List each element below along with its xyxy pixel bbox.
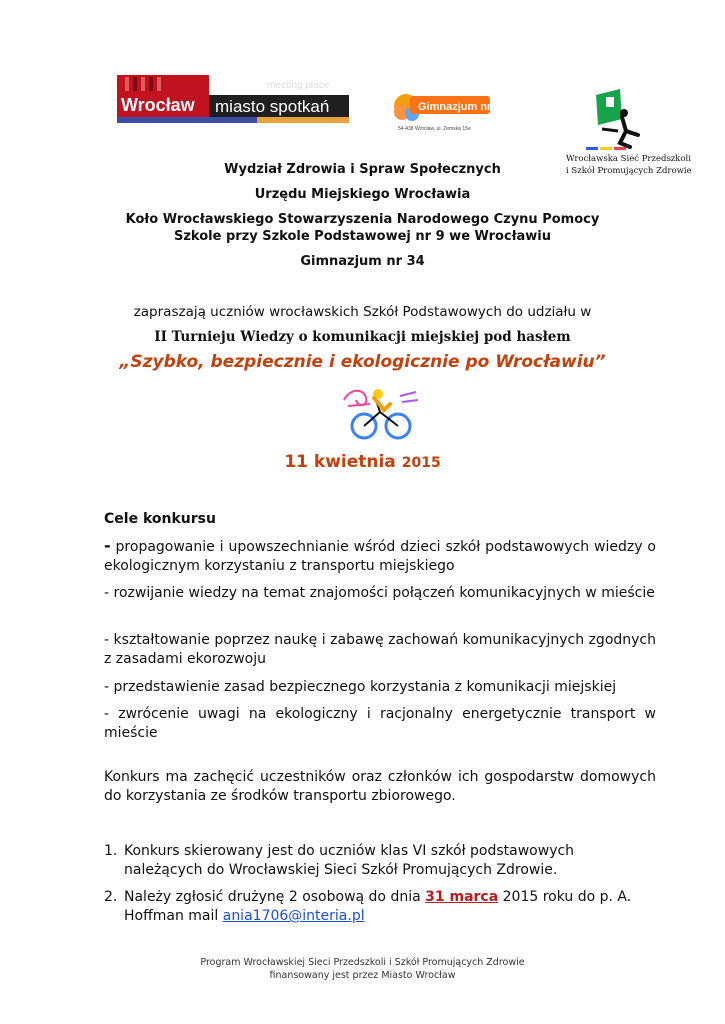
contact-email-link[interactable]: ania1706@interia.pl [222, 908, 365, 924]
goal-item-2-text: - rozwijanie wiedzy na temat znajomości połączeń komunikacyjnych w mieście [104, 585, 655, 601]
goal-item-2 [104, 584, 656, 603]
invite-intro: zapraszają uczniów wrocławskich Szkół Podstawowych do udziału w [133, 304, 592, 320]
registration-deadline: 31 marca [425, 889, 499, 905]
goal-item-3-text: - kształtowanie poprzez naukę i zabawę zachowań komunikacyjnych zgodnych z zasadami ekorozwoju [104, 632, 656, 667]
goals-summary-text: Konkurs ma zachęcić uczestników oraz członków ich gospodarstw domowych do korzystania ze środków transportu zbiorowego. [104, 769, 656, 804]
header-line-5: Gimnazjum nr 34 [300, 254, 425, 269]
goal-item-1-dash: - [104, 536, 111, 555]
rule-2 [124, 888, 656, 926]
health-network-line1: Wrocławska Sieć Przedszkoli [566, 154, 691, 164]
footer-line-1: Program Wrocławskiej Sieci Przedszkoli i Szkół Promujących Zdrowie [200, 957, 525, 968]
goal-item-4-text: - przedstawienie zasad bezpiecznego korzystania z komunikacji miejskiej [104, 679, 617, 695]
footer-line-2: finansowany jest przez Miasto Wrocław [269, 970, 456, 981]
event-name: II Turnieju Wiedzy o komunikacji miejskiej pod hasłem [154, 329, 571, 345]
goal-item-1-text: propagowanie i upowszechnianie wśród dzieci szkół podstawowych wiedzy o ekologicznym korzystaniu z transportu miejskiego [104, 539, 656, 574]
goal-item-1 [104, 536, 656, 576]
cyclist-illustration [340, 386, 420, 442]
event-slogan: „Szybko, bezpiecznie i ekologicznie po Wrocławiu” [119, 352, 606, 372]
goal-item-4 [104, 678, 656, 697]
goals-title: Cele konkursu [104, 511, 216, 527]
wroclaw-logo [117, 75, 349, 123]
rule-1-number: 1. [104, 843, 118, 859]
header-line-4: Szkole przy Szkole Podstawowej nr 9 we Wrocławiu [173, 229, 552, 244]
gimnazjum-logo-address: 54-438 Wrocław, ul. Zemska 15e [398, 126, 471, 132]
header-line-3: Koło Wrocławskiego Stowarzyszenia Narodowego Czynu Pomocy [125, 212, 600, 227]
goal-item-5-text: - zwrócenie uwagi na ekologiczny i racjonalny energetycznie transport w mieście [104, 706, 656, 741]
gimnazjum-logo [392, 88, 507, 140]
header-line-1: Wydział Zdrowia i Spraw Społecznych [224, 162, 501, 177]
goal-item-5 [104, 705, 656, 743]
rule-1-text: Konkurs skierowany jest do uczniów klas VI szkół podstawowych należących do Wrocławskiej Sieci Szkół Promujących Zdrowie. [124, 843, 575, 878]
rule-2-text-end: 2015 roku do p. A. Hoffman mail [124, 889, 632, 924]
health-network-line2: i Szkół Promujących Zdrowie [566, 166, 692, 176]
goals-summary [104, 768, 656, 806]
event-date-year: 2015 [401, 455, 441, 471]
goal-item-3 [104, 631, 656, 669]
event-date-day: 11 kwietnia [284, 452, 396, 472]
wroclaw-logo-name: Wrocław [121, 95, 195, 115]
event-date [0, 452, 725, 472]
rule-2-number: 2. [104, 889, 118, 905]
rule-2-text-start: Należy zgłosić drużynę 2 osobową do dnia [124, 889, 426, 905]
header-line-2: Urzędu Miejskiego Wrocławia [254, 187, 471, 202]
wroclaw-logo-strip: meeting place [267, 80, 330, 91]
wroclaw-logo-tagline: miasto spotkań [215, 97, 330, 116]
gimnazjum-logo-title: Gimnazjum nr 34 [418, 101, 507, 113]
